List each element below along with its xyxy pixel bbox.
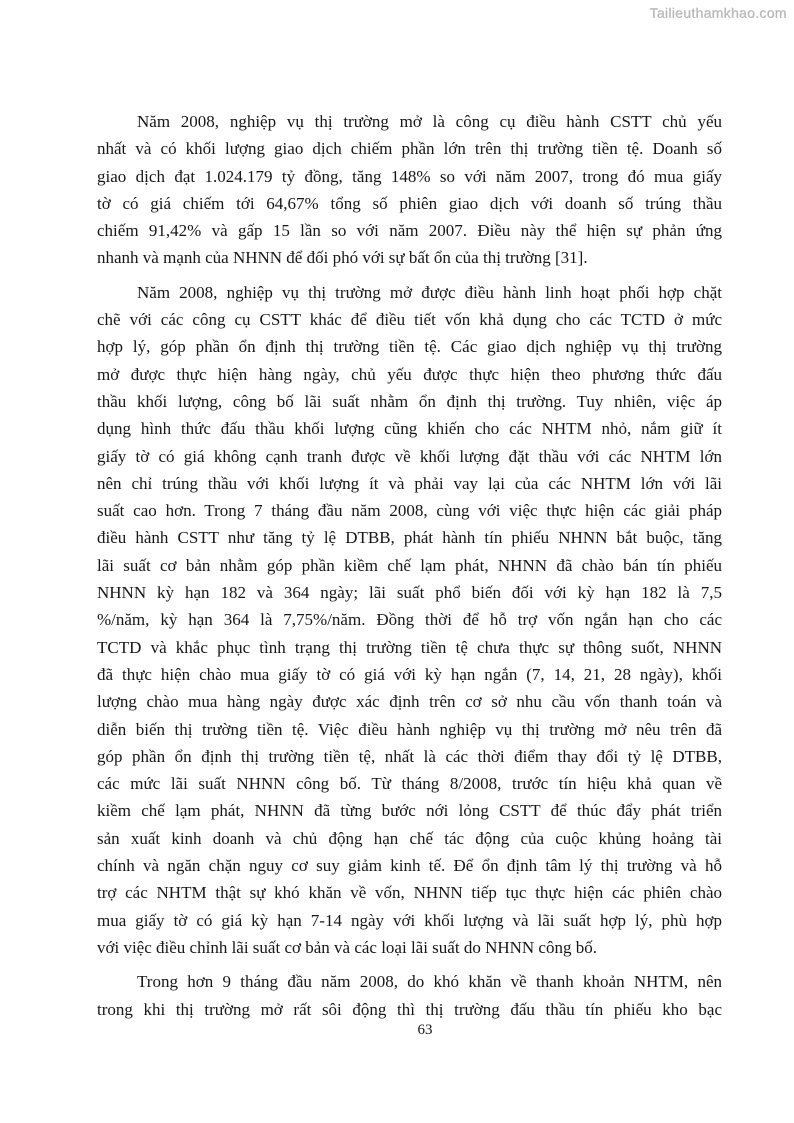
text-line: nhanh và mạnh của NHNN để đối phó với sự bất ổn của thị trường [31]. bbox=[97, 248, 588, 268]
text-line: suất cao hơn. Trong 7 tháng đầu năm 2008, cùng với việc thực hiện các giải pháp bbox=[97, 501, 722, 521]
paragraph-2 bbox=[97, 279, 722, 961]
text-line: TCTD và khắc phục tình trạng thị trường tiền tệ chưa thực sự thông suốt, NHNN bbox=[97, 637, 722, 657]
text-line: mở được thực hiện hàng ngày, chủ yếu được thực hiện theo phương thức đấu bbox=[97, 364, 722, 384]
text-line: hợp lý, góp phần ổn định thị trường tiền tệ. Các giao dịch nghiệp vụ thị trường bbox=[97, 337, 722, 357]
paragraph-3 bbox=[97, 968, 722, 1023]
text-line: đã thực hiện chào mua giấy tờ có giá với kỳ hạn ngắn (7, 14, 21, 28 ngày), khối bbox=[97, 664, 722, 684]
text-line: Năm 2008, nghiệp vụ thị trường mở được điều hành linh hoạt phối hợp chặt bbox=[137, 282, 722, 302]
text-line: lãi suất cơ bản nhằm góp phần kiềm chế lạm phát, NHNN đã chào bán tín phiếu bbox=[97, 555, 722, 575]
text-line: trong khi thị trường mở rất sôi động thì thị trường đấu thầu tín phiếu kho bạc bbox=[97, 999, 722, 1019]
text-line: thầu khối lượng, công bố lãi suất nhằm ổn định thị trường. Tuy nhiên, việc áp bbox=[97, 391, 722, 411]
text-line: kiềm chế lạm phát, NHNN đã từng bước nới lỏng CSTT để thúc đẩy phát triển bbox=[97, 801, 722, 821]
paragraph-1 bbox=[97, 108, 722, 272]
text-line: điều hành CSTT như tăng tỷ lệ DTBB, phát hành tín phiếu NHNN bắt buộc, tăng bbox=[97, 528, 722, 548]
text-line: tờ có giá chiếm tới 64,67% tổng số phiên giao dịch với doanh số trúng thầu bbox=[97, 193, 722, 213]
page-number: 63 bbox=[417, 1022, 433, 1038]
text-line: diễn biến thị trường tiền tệ. Việc điều hành nghiệp vụ thị trường mở nêu trên đã bbox=[97, 719, 722, 739]
text-line: chẽ với các công cụ CSTT khác để điều tiết vốn khả dụng cho các TCTD ở mức bbox=[97, 310, 722, 330]
document-body bbox=[97, 108, 722, 1030]
text-line: chính và ngăn chặn nguy cơ suy giảm kinh tế. Để ổn định tâm lý thị trường và hỗ bbox=[97, 856, 722, 876]
text-line: Trong hơn 9 tháng đầu năm 2008, do khó khăn về thanh khoản NHTM, nên bbox=[137, 972, 722, 992]
text-line: giấy tờ có giá không cạnh tranh được về khối lượng đặt thầu với các NHTM lớn bbox=[97, 446, 722, 466]
text-line: góp phần ổn định thị trường tiền tệ, nhất là các thời điểm thay đổi tỷ lệ DTBB, bbox=[97, 746, 722, 766]
text-line: sản xuất kinh doanh và chủ động hạn chế tác động của cuộc khủng hoảng tài bbox=[97, 828, 722, 848]
text-line: lượng chào mua hàng ngày được xác định trên cơ sở nhu cầu vốn thanh toán và bbox=[97, 692, 722, 712]
text-line: với việc điều chỉnh lãi suất cơ bản và các loại lãi suất do NHNN công bố. bbox=[97, 937, 597, 957]
text-line: dụng hình thức đấu thầu khối lượng cũng khiến cho các NHTM nhỏ, nắm giữ ít bbox=[97, 419, 722, 439]
text-line: giao dịch đạt 1.024.179 tỷ đồng, tăng 148% so với năm 2007, trong đó mua giấy bbox=[97, 166, 722, 186]
text-line: nhất và có khối lượng giao dịch chiếm phần lớn trên thị trường tiền tệ. Doanh số bbox=[97, 139, 722, 159]
text-line: các mức lãi suất NHNN công bố. Từ tháng 8/2008, trước tín hiệu khả quan về bbox=[97, 774, 722, 794]
text-line: %/năm, kỳ hạn 364 là 7,75%/năm. Đồng thời để hỗ trợ vốn ngắn hạn cho các bbox=[97, 610, 722, 630]
text-line: Năm 2008, nghiệp vụ thị trường mở là công cụ điều hành CSTT chủ yếu bbox=[137, 112, 722, 131]
watermark-text: Tailieuthamkhao.com bbox=[649, 5, 787, 21]
text-line: trợ các NHTM thật sự khó khăn về vốn, NHNN tiếp tục thực hiện các phiên chào bbox=[97, 883, 722, 903]
text-line: mua giấy tờ có giá kỳ hạn 7-14 ngày với khối lượng và lãi suất hợp lý, phù hợp bbox=[97, 910, 722, 930]
text-line: nên chỉ trúng thầu với khối lượng ít và phải vay lại của các NHTM lớn với lãi bbox=[97, 473, 722, 493]
text-line: chiếm 91,42% và gấp 15 lần so với năm 2007. Điều này thể hiện sự phản ứng bbox=[97, 221, 722, 241]
text-line: NHNN kỳ hạn 182 và 364 ngày; lãi suất phổ biến đối với kỳ hạn 182 là 7,5 bbox=[97, 583, 722, 603]
